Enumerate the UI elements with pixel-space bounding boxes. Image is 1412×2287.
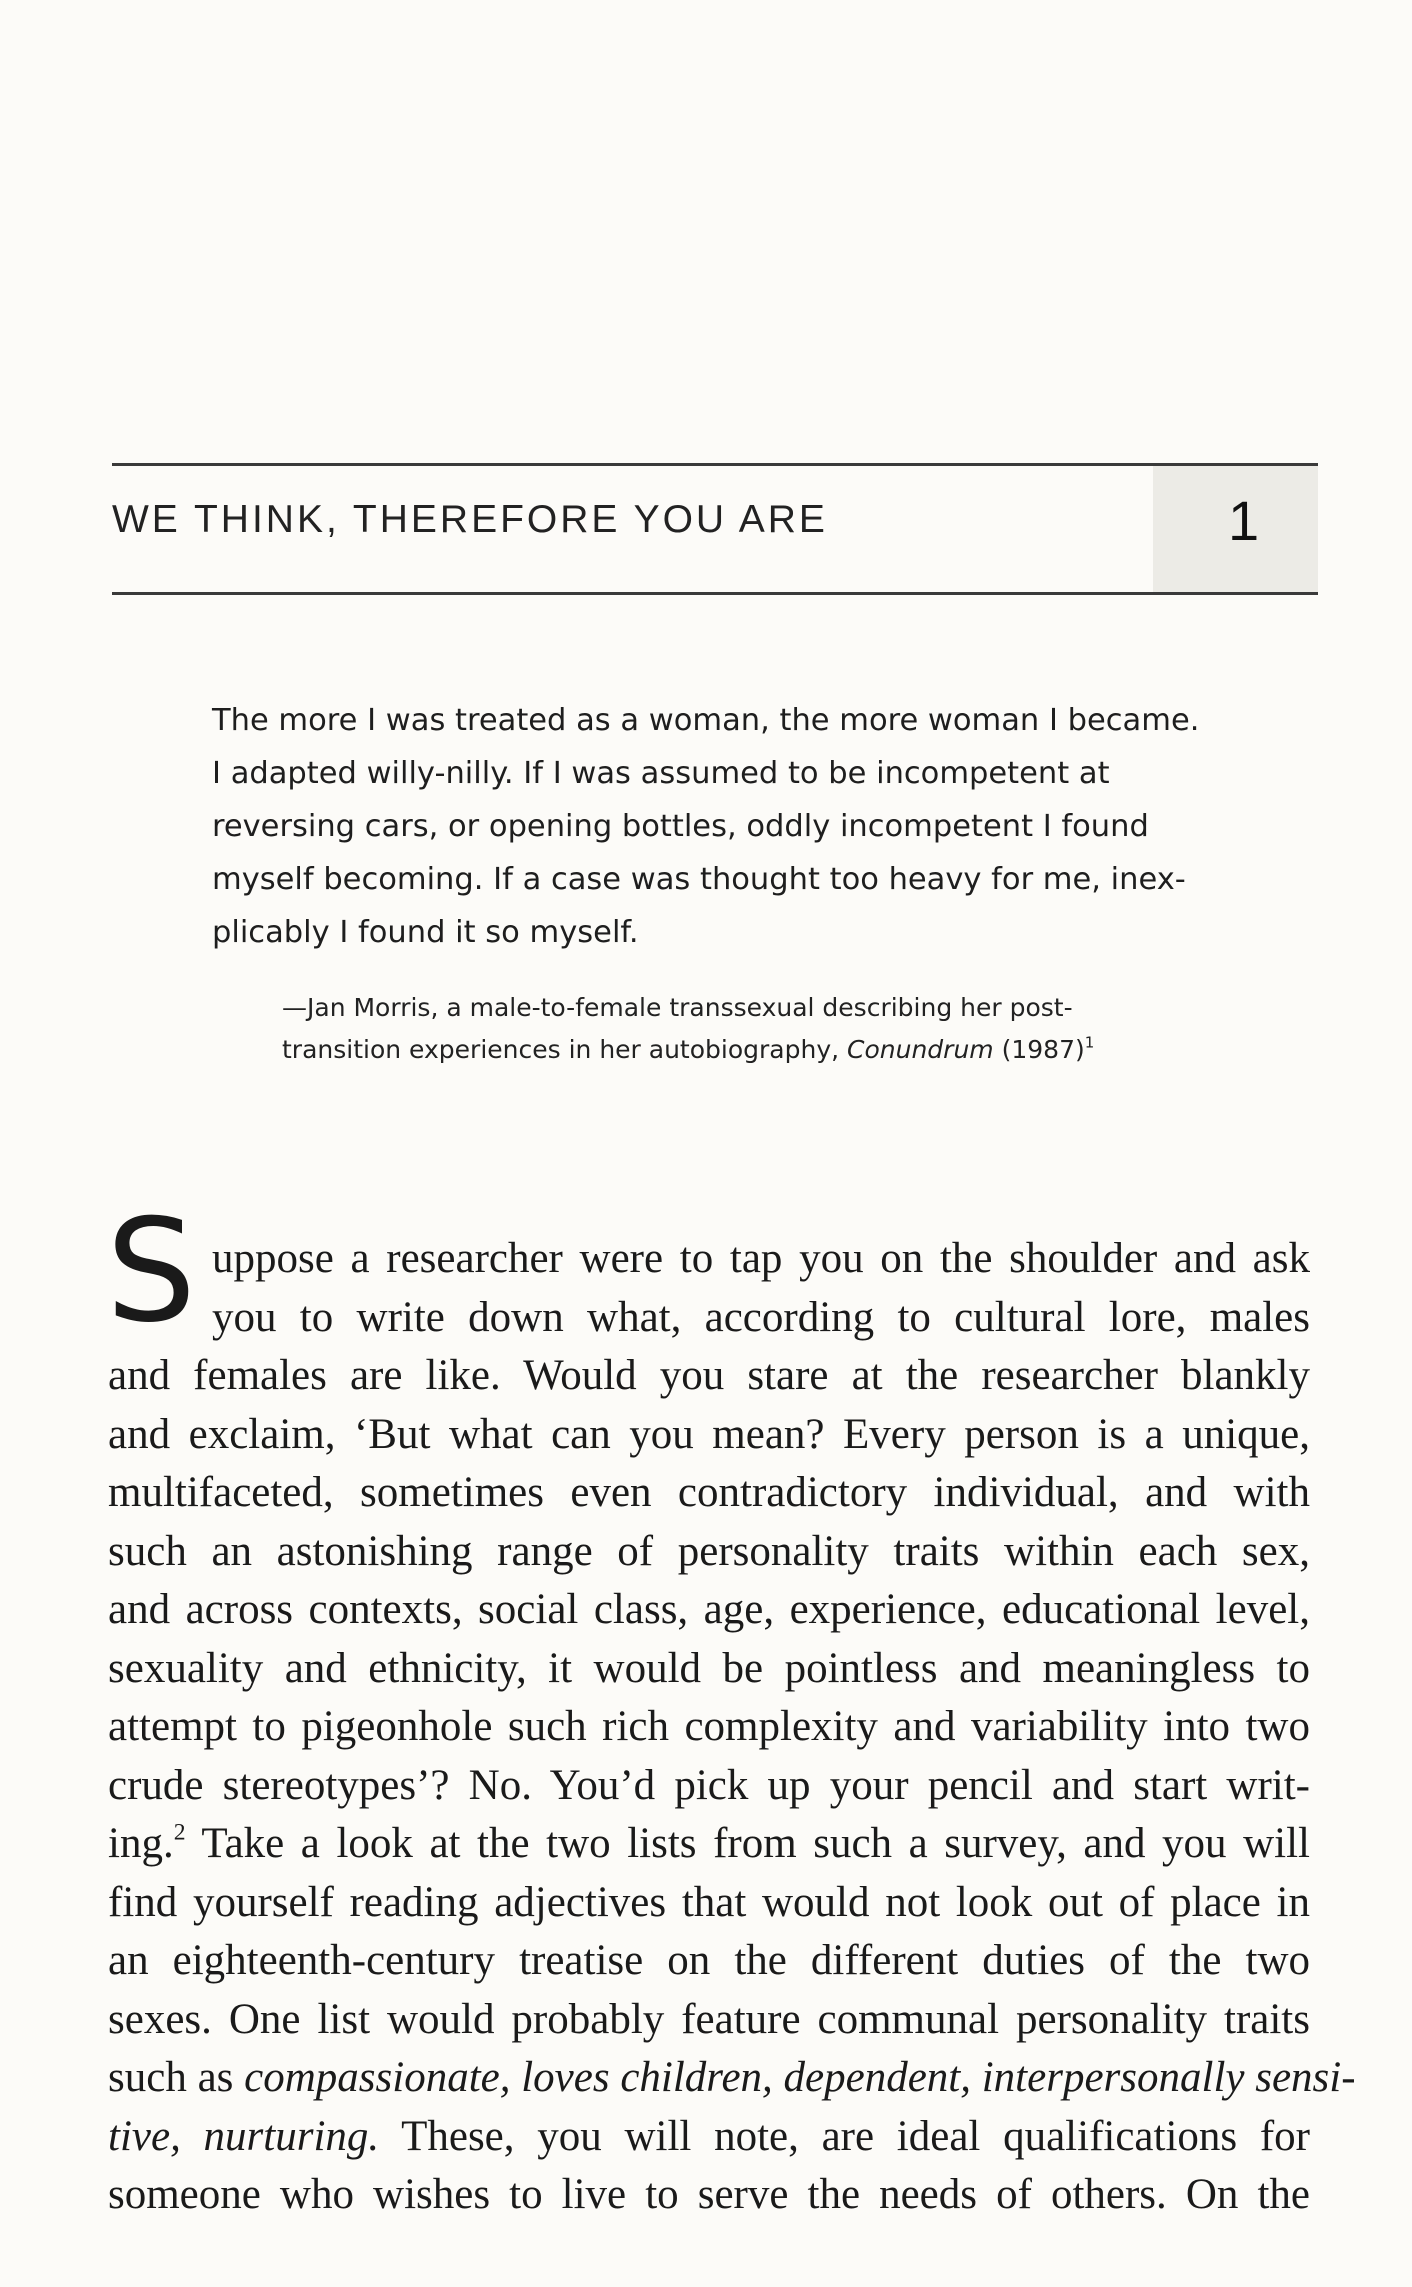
body-line	[108, 1815, 1310, 1874]
body-italic-segment: compassionate, loves children, dependent, interpersonally sensi-	[244, 2054, 1356, 2101]
body-italic-segment: tive, nurturing.	[108, 2112, 380, 2160]
attribution-line: —Jan Morris, a male-to-female transsexual describing her post-	[282, 993, 1073, 1022]
epigraph-line: plicably I found it so myself.	[212, 915, 639, 950]
body-line	[108, 2108, 1310, 2167]
body-line: multifaceted, sometimes even contradictory individual, and with	[108, 1469, 1310, 1516]
body-line: such an astonishing range of personality traits within each sex,	[108, 1527, 1310, 1575]
body-line: sexuality and ethnicity, it would be pointless and meaningless to	[108, 1644, 1310, 1692]
body-line: find yourself reading adjectives that would not look out of place in	[108, 1878, 1310, 1926]
body-line: sexes. One list would probably feature communal personality traits	[108, 1995, 1310, 2043]
body-text-segment: ing.	[108, 1820, 174, 1867]
body-paragraph	[108, 1230, 1356, 2225]
body-line: and across contexts, social class, age, experience, educational level,	[108, 1586, 1310, 1633]
body-line	[108, 2049, 1356, 2108]
body-line: and exclaim, ‘But what can you mean? Every person is a unique,	[108, 1410, 1310, 1458]
body-line: someone who wishes to live to serve the needs of others. On the	[108, 2171, 1310, 2218]
epigraph-line: The more I was treated as a woman, the more woman I became.	[212, 703, 1200, 738]
drop-cap: S	[106, 1189, 197, 1354]
body-line: attempt to pigeonhole such rich complexity and variability into two	[108, 1703, 1310, 1750]
body-text-segment: such as	[108, 2054, 245, 2101]
epigraph-quote	[212, 694, 1220, 959]
attribution-text: transition experiences in her autobiography,	[282, 1035, 848, 1064]
chapter-number: 1	[1228, 489, 1260, 552]
body-line: crude stereotypes’? No. You’d pick up your pencil and start writ-	[108, 1761, 1310, 1809]
chapter-bottom-rule	[112, 592, 1318, 595]
body-line: an eighteenth-century treatise on the different duties of the two	[108, 1937, 1310, 1984]
body-text-segment: Take a look at the two lists from such a survey, and you will	[185, 1820, 1310, 1867]
epigraph-line: I adapted willy-nilly. If I was assumed to be incompetent at	[212, 756, 1110, 791]
chapter-top-rule	[112, 463, 1318, 466]
book-title: Conundrum	[847, 1035, 994, 1064]
chapter-title: WE THINK, THEREFORE YOU ARE	[112, 498, 828, 541]
footnote-marker[interactable]: 1	[1084, 1033, 1095, 1052]
body-line: uppose a researcher were to tap you on the shoulder and ask	[212, 1235, 1310, 1282]
footnote-marker[interactable]: 2	[173, 1819, 186, 1846]
epigraph-line: reversing cars, or opening bottles, oddly incompetent I found	[212, 809, 1149, 844]
epigraph-line: myself becoming. If a case was thought too heavy for me, inex-	[212, 862, 1186, 897]
attribution-year: (1987)	[993, 1035, 1085, 1064]
epigraph-attribution	[282, 987, 1242, 1071]
body-text-segment: These, you will note, are ideal qualifications for	[379, 2112, 1310, 2160]
attribution-line	[282, 1029, 1242, 1071]
body-line: you to write down what, according to cultural lore, males	[212, 1293, 1310, 1341]
body-line: and females are like. Would you stare at the researcher blankly	[108, 1352, 1310, 1399]
